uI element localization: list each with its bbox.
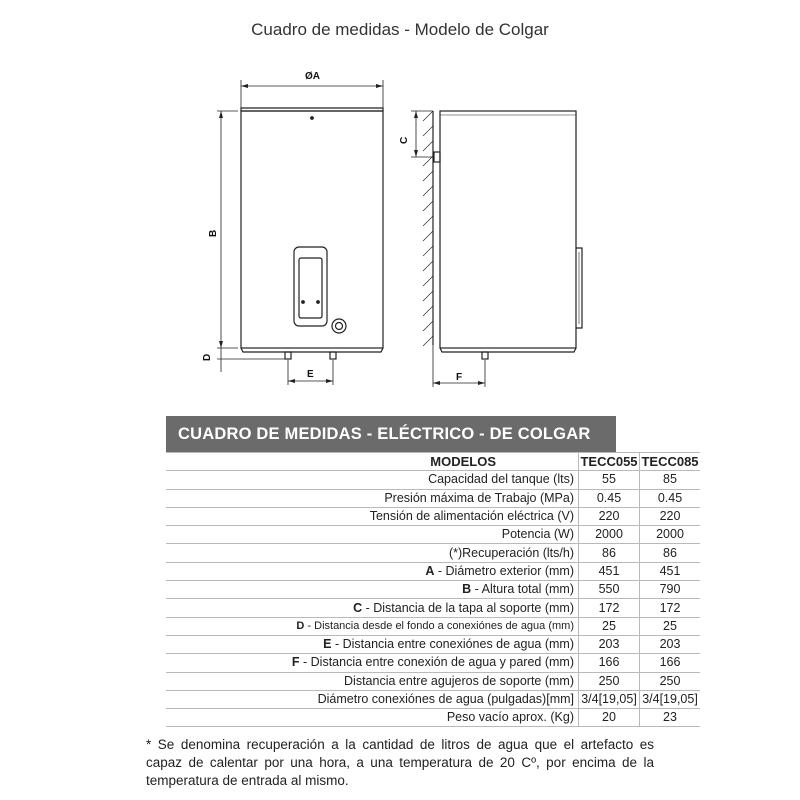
- front-view: [217, 80, 383, 385]
- cell-model-2: 0.45: [640, 489, 701, 507]
- dim-label-b: B: [208, 229, 219, 237]
- footnote: * Se denomina recuperación a la cantidad de litros de agua que el artefacto es capaz de calentar por una hora, a una temperatura de 20 Cº, por encima de la temperatura de entrada al mismo.: [146, 737, 654, 788]
- cell-model-2: 172: [640, 599, 701, 617]
- cell-model-1: 25: [579, 617, 640, 635]
- row-label: [166, 489, 579, 507]
- table-row: [166, 526, 700, 544]
- cell-model-2: 250: [640, 672, 701, 690]
- row-label-prefix: E: [323, 637, 332, 652]
- cell-model-2: 3/4[19,05]: [640, 690, 701, 708]
- page-title: Cuadro de medidas - Modelo de Colgar: [251, 20, 549, 39]
- dim-label-e: E: [307, 369, 314, 380]
- row-label-prefix: D: [296, 619, 305, 632]
- table-row: [166, 471, 700, 489]
- row-label-text: Tensión de alimentación eléctrica (V): [369, 509, 574, 524]
- cell-model-1: 3/4[19,05]: [579, 690, 640, 708]
- cell-model-1: 172: [579, 599, 640, 617]
- spec-table: [166, 452, 700, 727]
- cell-model-1: 20: [579, 709, 640, 727]
- cell-model-2: 203: [640, 635, 701, 653]
- row-label: [166, 599, 579, 617]
- row-label-prefix: B: [462, 582, 472, 597]
- cell-model-1: 550: [579, 581, 640, 599]
- row-label: [166, 690, 579, 708]
- side-view: [411, 111, 582, 387]
- row-label-text: Distancia entre agujeros de soporte (mm): [344, 673, 574, 688]
- cell-model-1: 2000: [579, 526, 640, 544]
- table-row: [166, 617, 700, 635]
- spec-table-container: [166, 416, 699, 727]
- row-label: [166, 507, 579, 525]
- cell-model-1: 55: [579, 471, 640, 489]
- row-label-text: - Distancia entre conexión de agua y pared (mm): [299, 655, 574, 670]
- row-label-text: Peso vacío aprox. (Kg): [446, 710, 574, 725]
- row-label-text: - Distancia entre conexiónes de agua (mm): [331, 637, 574, 652]
- cell-model-2: 85: [640, 471, 701, 489]
- row-label-prefix: C: [353, 600, 363, 615]
- cell-model-1: 86: [579, 544, 640, 562]
- row-label-text: - Distancia de la tapa al soporte (mm): [362, 600, 574, 615]
- row-label: [166, 617, 579, 635]
- dim-label-d: D: [202, 353, 213, 361]
- row-label: [166, 581, 579, 599]
- row-label: [166, 654, 579, 672]
- row-label-text: Diámetro conexiónes de agua (pulgadas)[mm]: [317, 692, 574, 706]
- row-label: [166, 672, 579, 690]
- dim-label-a: ØA: [305, 71, 320, 82]
- row-label-text: - Diámetro exterior (mm): [434, 563, 574, 578]
- cell-model-2: 2000: [640, 526, 701, 544]
- cell-model-2: 23: [640, 709, 701, 727]
- table-row: [166, 654, 700, 672]
- cell-model-1: 203: [579, 635, 640, 653]
- row-label-prefix: (*): [448, 545, 463, 560]
- row-label: [166, 562, 579, 580]
- row-label: [166, 526, 579, 544]
- cell-model-2: 790: [640, 581, 701, 599]
- cell-model-1: 0.45: [579, 489, 640, 507]
- dim-label-f: F: [456, 372, 463, 383]
- table-row: [166, 489, 700, 507]
- row-label-text: Recuperación (lts/h): [462, 545, 574, 560]
- table-row: [166, 507, 700, 525]
- row-label-prefix: A: [425, 563, 435, 578]
- row-label-text: Capacidad del tanque (lts): [428, 472, 574, 487]
- cell-model-2: 166: [640, 654, 701, 672]
- table-row: [166, 562, 700, 580]
- column-header-model-1: TECC055: [580, 454, 638, 470]
- row-label: [166, 709, 579, 727]
- table-row: [166, 599, 700, 617]
- cell-model-2: 451: [640, 562, 701, 580]
- table-row: [166, 635, 700, 653]
- cell-model-1: 220: [579, 507, 640, 525]
- table-row: [166, 672, 700, 690]
- spec-table-title: CUADRO DE MEDIDAS - ELÉCTRICO - DE COLGAR: [166, 416, 616, 452]
- row-label-text: - Altura total (mm): [471, 582, 574, 597]
- row-label-text: - Distancia desde el fondo a conexiónes de agua (mm): [304, 619, 574, 632]
- cell-model-2: 25: [640, 617, 701, 635]
- row-label-text: Potencia (W): [501, 527, 574, 542]
- cell-model-2: 220: [640, 507, 701, 525]
- cell-model-1: 166: [579, 654, 640, 672]
- row-label: [166, 544, 579, 562]
- cell-model-1: 451: [579, 562, 640, 580]
- cell-model-1: 250: [579, 672, 640, 690]
- table-header-row: [166, 453, 700, 471]
- table-row: [166, 581, 700, 599]
- column-header-models: MODELOS: [166, 453, 579, 471]
- table-row: [166, 709, 700, 727]
- row-label: [166, 635, 579, 653]
- spec-table-body: [166, 453, 700, 727]
- table-row: [166, 544, 700, 562]
- row-label-prefix: F: [291, 655, 300, 670]
- row-label-text: Presión máxima de Trabajo (MPa): [384, 490, 574, 505]
- table-row: [166, 690, 700, 708]
- cell-model-2: 86: [640, 544, 701, 562]
- dim-label-c: C: [399, 136, 410, 144]
- row-label: [166, 471, 579, 489]
- column-header-model-2: TECC085: [641, 454, 699, 470]
